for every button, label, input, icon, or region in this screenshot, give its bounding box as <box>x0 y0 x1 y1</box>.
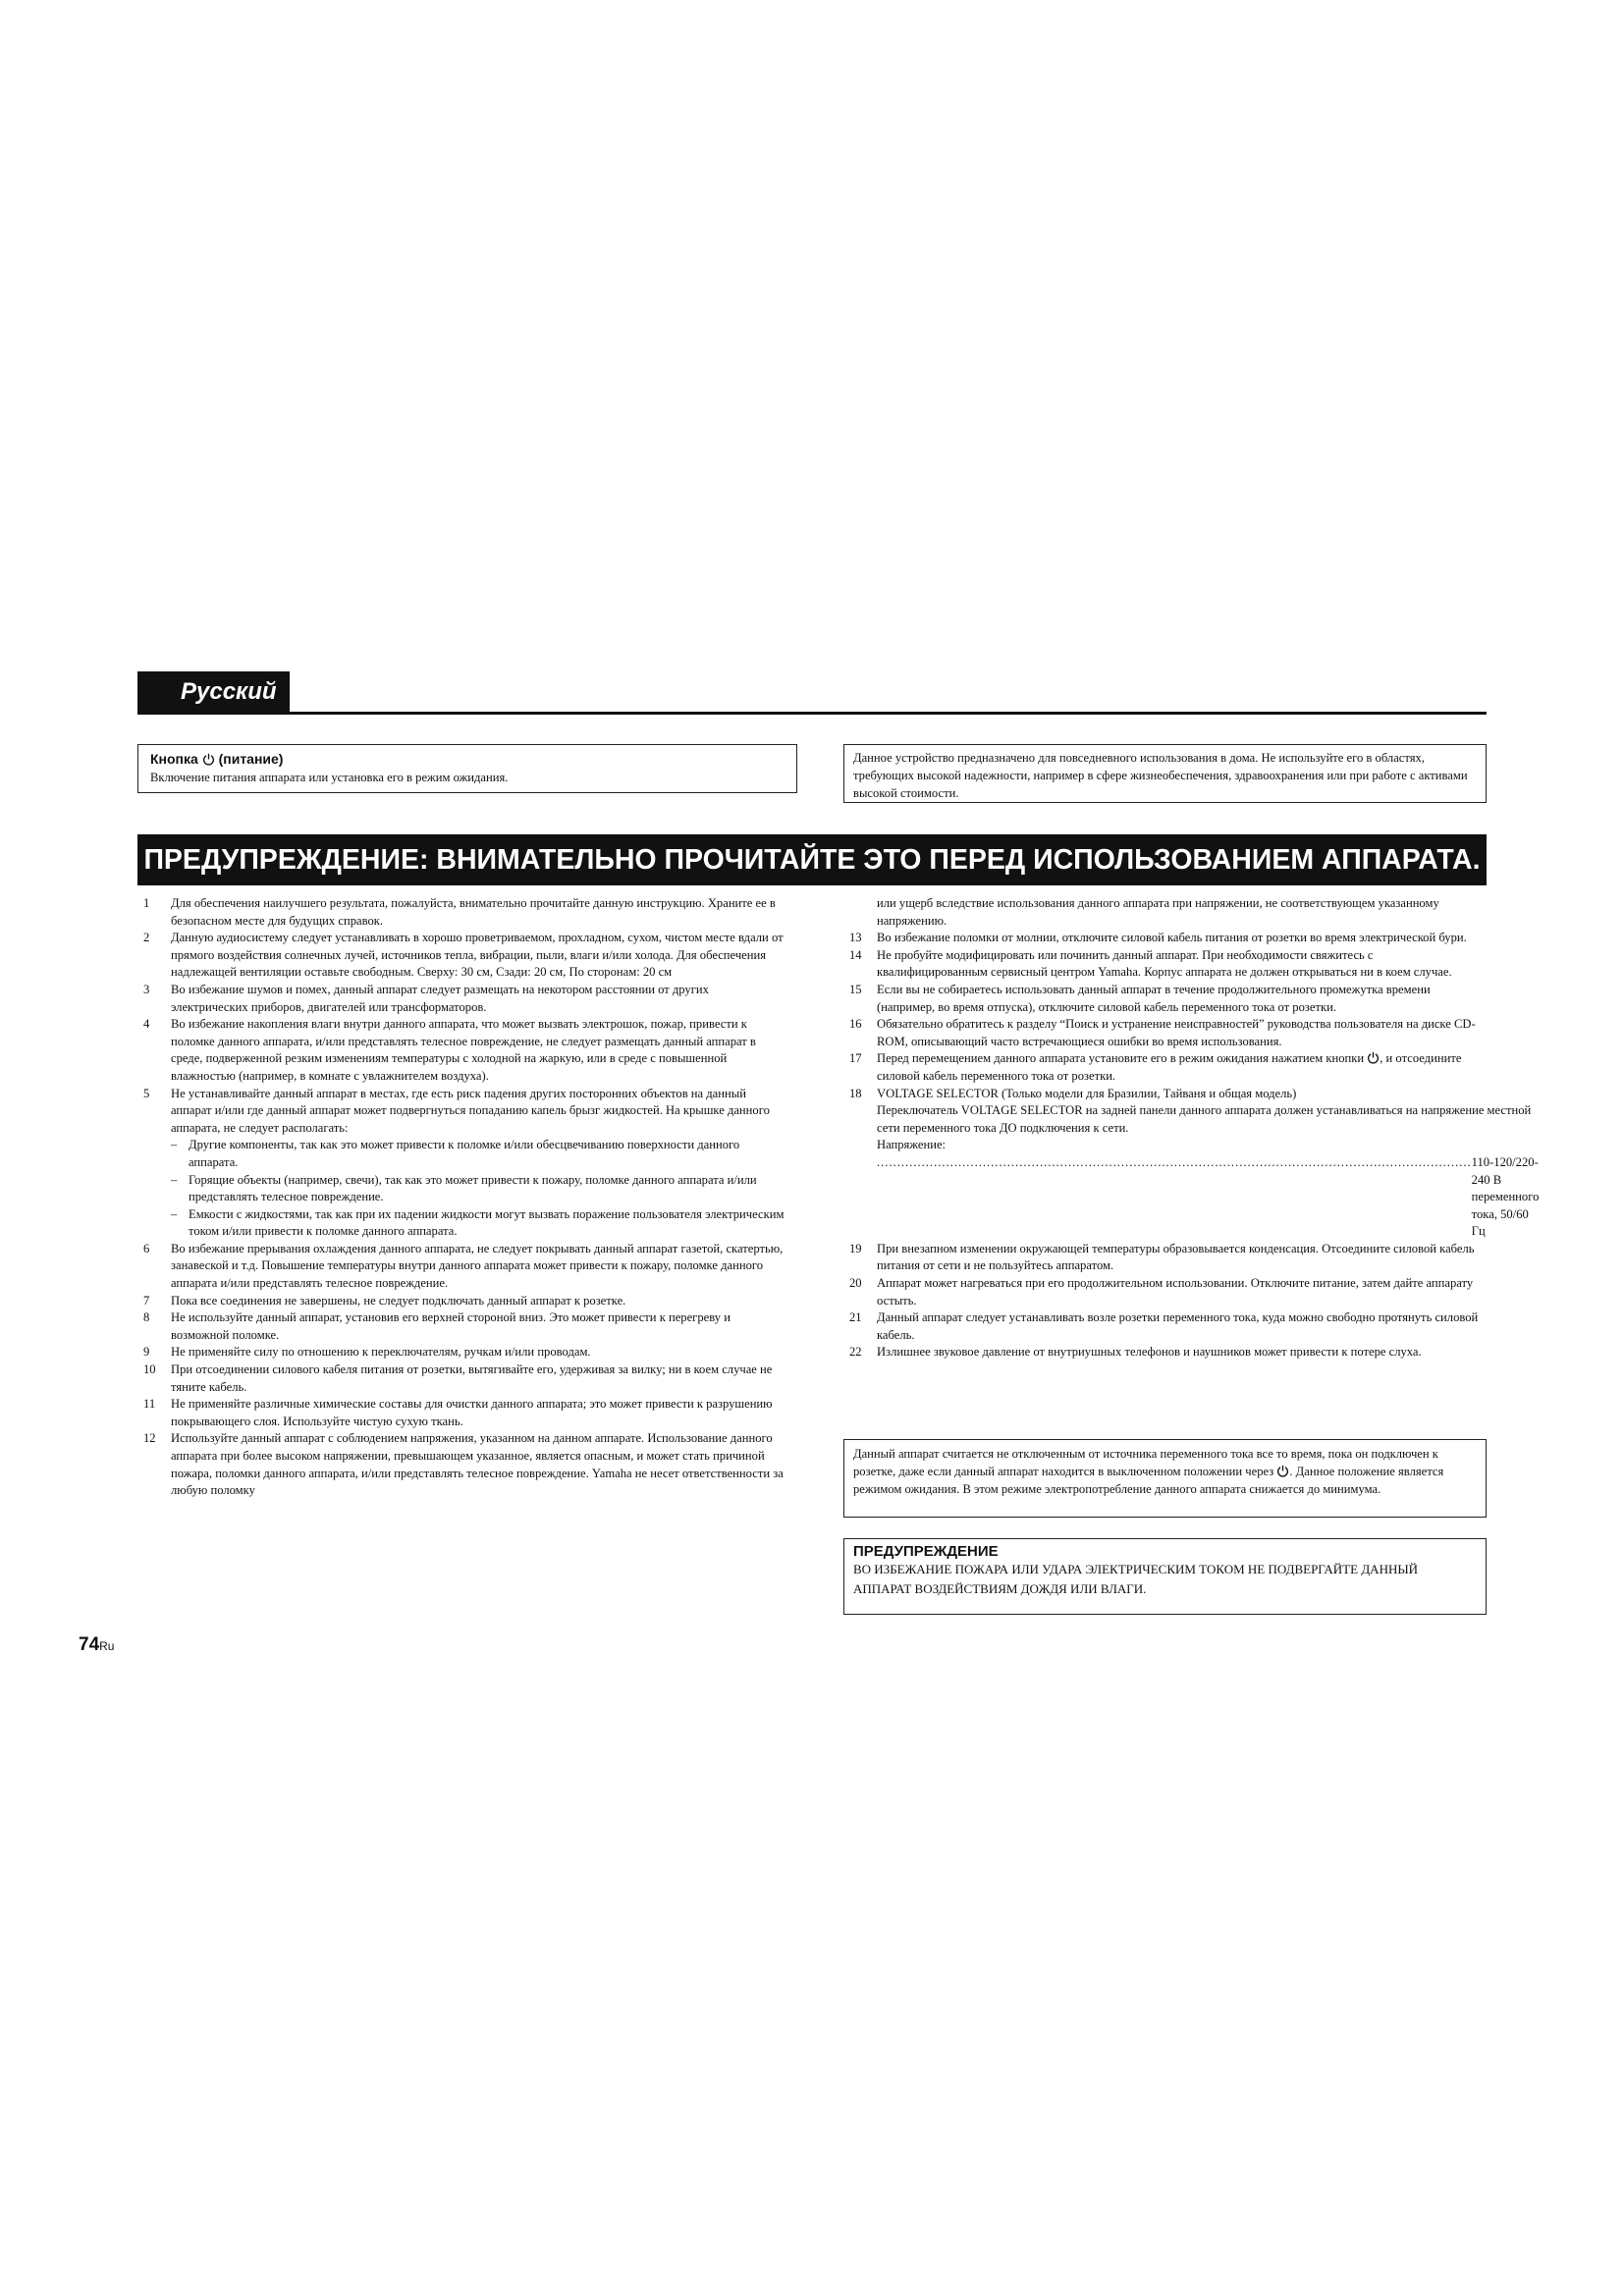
dot-leader: .................................................................................................................................................. <box>877 1154 1472 1169</box>
power-button-box <box>137 744 797 793</box>
standby-notice <box>843 1439 1487 1518</box>
list-item <box>843 947 1487 982</box>
power-button-title-suffix: (питание) <box>218 751 284 767</box>
item-number: 5 <box>143 1086 150 1100</box>
sub-item <box>171 1206 785 1241</box>
item-number: 22 <box>849 1345 862 1360</box>
voltage-line <box>877 1154 1539 1241</box>
item-text: Излишнее звуковое давление от внутриушных телефонов и наушников может привести к потере слуха. <box>877 1345 1422 1360</box>
item-text: Пока все соединения не завершены, не следует подключать данный аппарат к розетке. <box>171 1293 626 1308</box>
item-number: 13 <box>849 931 862 945</box>
power-icon <box>1276 1465 1289 1477</box>
standby-text-part: . Данное положение является режимом ожидания. В этом режиме электропотребление данного аппарата снижается до минимума. <box>853 1465 1444 1496</box>
item-text: Для обеспечения наилучшего результата, пожалуйста, внимательно прочитайте данную инструкцию. Храните ее в безопасном месте для будущих справок. <box>171 896 776 928</box>
list-item <box>137 1086 785 1138</box>
power-button-title <box>150 751 785 767</box>
item-number: 18 <box>849 1086 862 1100</box>
list-item <box>137 1241 785 1293</box>
list-item <box>843 1275 1487 1309</box>
item-text: Во избежание поломки от молнии, отключите силовой кабель питания от розетки во время электрической бури. <box>877 931 1467 945</box>
language-divider <box>137 712 1487 715</box>
page-number-value: 74 <box>79 1634 100 1655</box>
item-text: Во избежание шумов и помех, данный аппарат следует размещать на некотором расстоянии от других электрических приборов, двигателей или трансформаторов. <box>171 982 709 1014</box>
item-text: Данную аудиосистему следует устанавливать в хорошо проветриваемом, прохладном, сухом, чистом месте вдали от прямого воздействия солнечных лучей, источников тепла, вибрации, пыли, влаги и/или холода. Для обеспечения надлежащей вентиляции оставьте свободным. Сверху: 30 см, Сзади: 20 см, По сторонам: 20 см <box>171 931 784 980</box>
page-number-suffix: Ru <box>99 1639 115 1653</box>
standby-text-part: Данный аппарат считается не отключенным от источника переменного тока все то время, пока он подключен к розетке, даже если данный аппарат находится в выключенном положении через <box>853 1447 1438 1478</box>
power-icon <box>1367 1051 1380 1064</box>
list-item <box>137 1016 785 1085</box>
power-button-title-prefix: Кнопка <box>150 751 198 767</box>
item-text: Не применяйте силу по отношению к переключателям, ручкам и/или проводам. <box>171 1345 591 1360</box>
list-item <box>843 1344 1487 1362</box>
rain-warning-box <box>843 1538 1487 1615</box>
sub-item <box>171 1172 785 1206</box>
item-number: 17 <box>849 1051 862 1066</box>
item-text <box>877 1086 1539 1241</box>
item-text: Во избежание прерывания охлаждения данного аппарата, не следует покрывать данный аппарат газетой, скатертью, занавеской и т.д. Повышение температуры внутри данного аппарата может привести к пожару, поломке данного аппарата и/или представлять телесное повреждение. <box>171 1241 784 1291</box>
item-text: При внезапном изменении окружающей температуры образовывается конденсация. Отсоедините силовой кабель питания от сети и не пользуйтесь аппаратом. <box>877 1241 1475 1273</box>
item-number: 21 <box>849 1310 862 1325</box>
item-number: 8 <box>143 1310 150 1325</box>
dash-marker: – <box>171 1172 178 1187</box>
item-text <box>877 1050 1487 1085</box>
list-item <box>137 1430 785 1499</box>
list-item <box>137 1293 785 1310</box>
sub-item-text: Горящие объекты (например, свечи), так как это может привести к пожару, поломке данного аппарата и/или представлять телесное повреждение. <box>189 1172 757 1204</box>
list-item <box>843 1016 1487 1050</box>
page-number <box>79 1634 114 1656</box>
home-use-notice: Данное устройство предназначено для повседневного использования в дома. Не используйте его в областях, требующих высокой надежности, например в сфере жизнеобеспечения, здравоохранения или при работе с активами высокой стоимости. <box>843 744 1487 803</box>
list-item <box>843 1241 1487 1275</box>
item-number: 14 <box>849 947 862 962</box>
sub-item-text: Другие компоненты, так как это может привести к поломке и/или обесцвечиванию поверхности данного аппарата. <box>189 1138 740 1169</box>
list-item <box>137 982 785 1016</box>
item-text: Данный аппарат следует устанавливать возле розетки переменного тока, куда можно свободно протянуть силовой кабель. <box>877 1310 1479 1342</box>
item-text: Если вы не собираетесь использовать данный аппарат в течение продолжительного промежутка времени (например, во время отпуска), отключите силовой кабель переменного тока от розетки. <box>877 982 1431 1014</box>
item-text: Не применяйте различные химические составы для очистки данного аппарата; это может привести к разрушению покрывающего слоя. Используйте чистую сухую ткань. <box>171 1397 773 1428</box>
list-item <box>137 1309 785 1344</box>
item-text: Не пробуйте модифицировать или починить данный аппарат. При необходимости свяжитесь с квалифицированным сервисный центром Yamaha. Корпус аппарата не должен открываться ни в коем случае. <box>877 947 1452 980</box>
item-number: 15 <box>849 982 862 996</box>
power-button-description: Включение питания аппарата или установка его в режим ожидания. <box>150 771 509 784</box>
list-item <box>843 982 1487 1016</box>
item-text: Во избежание накопления влаги внутри данного аппарата, что может вызвать электрошок, пожар, привести к поломке данного аппарата, и/или представлять телесное повреждение, не следует размещать данный аппарат в среде, подверженной резким изменениям температуры с холодной на жаркую, или в среде с повышенной влажностью (например, в комнате с увлажнителем воздуха). <box>171 1017 756 1083</box>
item-number: 4 <box>143 1017 150 1032</box>
item-text: Используйте данный аппарат с соблюдением напряжения, указанном на данном аппарате. Использование данного аппарата при более высоком напряжении, превышающем указанное, является опасным, и может стать причиной пожара, поломки данного аппарата, и/или представлять телесное повреждение. Yamaha не несет ответственности за любую поломку <box>171 1431 784 1498</box>
item-text: Обязательно обратитесь к разделу “Поиск и устранение неисправностей” руководства пользователя на диске CD-ROM, описывающий часто встречающиеся ошибки во время использования. <box>877 1017 1476 1048</box>
list-item <box>137 895 785 930</box>
voltage-selector-heading: VOLTAGE SELECTOR (Только модели для Бразилии, Тайваня и общая модель) <box>877 1086 1297 1100</box>
precautions-left-column <box>137 895 785 1500</box>
item-number: 10 <box>143 1362 156 1377</box>
item-text: Не используйте данный аппарат, установив его верхней стороной вниз. Это может привести к перегреву и возможной поломке. <box>171 1310 731 1342</box>
power-icon <box>202 753 215 766</box>
item-number: 7 <box>143 1293 150 1308</box>
sub-item <box>171 1137 785 1171</box>
precautions-right-column <box>843 895 1540 1362</box>
warning-banner: ПРЕДУПРЕЖДЕНИЕ: ВНИМАТЕЛЬНО ПРОЧИТАЙТЕ ЭТО ПЕРЕД ИСПОЛЬЗОВАНИЕМ АППАРАТА. <box>137 834 1487 885</box>
dash-marker: – <box>171 1138 178 1152</box>
rain-warning-text: ВО ИЗБЕЖАНИЕ ПОЖАРА ИЛИ УДАРА ЭЛЕКТРИЧЕСКИМ ТОКОМ НЕ ПОДВЕРГАЙТЕ ДАННЫЙ АППАРАТ ВОЗДЕЙСТВИЯМ ДОЖДЯ ИЛИ ВЛАГИ. <box>853 1562 1419 1596</box>
item-text: Аппарат может нагреваться при его продолжительном использовании. Отключите питание, затем дайте аппарату остыть. <box>877 1276 1474 1308</box>
list-item <box>843 1309 1487 1344</box>
item-number: 3 <box>143 982 150 996</box>
item-text: Не устанавливайте данный аппарат в местах, где есть риск падения других посторонних объектов на данный аппарат и/или где данный аппарат может подвергнуться попаданию капель брызг жидкостей. На крышке данного аппарата, не следует располагать: <box>171 1086 770 1135</box>
voltage-value: 110-120/220-240 В переменного тока, 50/60 Гц <box>1471 1154 1540 1239</box>
item-number: 20 <box>849 1276 862 1291</box>
voltage-selector-text: Переключатель VOLTAGE SELECTOR на задней панели данного аппарата должен устанавливаться на напряжение местной сети переменного тока ДО подключения к сети. <box>877 1103 1532 1135</box>
item-number: 9 <box>143 1345 150 1360</box>
list-item <box>137 1362 785 1396</box>
item-text-part: , и отсоедините силовой кабель переменного тока от розетки. <box>877 1051 1462 1083</box>
sub-item-text: Емкости с жидкостями, так как при их падении жидкости могут вызвать поражение пользователя электрическим током и/или привести к поломке данного аппарата. <box>189 1206 785 1239</box>
item-text: При отсоединении силового кабеля питания от розетки, вытягивайте его, удерживая за вилку; ни в коем случае не тяните кабель. <box>171 1362 773 1394</box>
list-item <box>843 930 1487 947</box>
item-number: 2 <box>143 931 150 945</box>
item-number: 12 <box>143 1431 156 1446</box>
rain-warning-title: ПРЕДУПРЕЖДЕНИЕ <box>853 1543 999 1560</box>
item-text-part: Перед перемещением данного аппарата установите его в режим ожидания нажатием кнопки <box>877 1051 1365 1066</box>
dash-marker: – <box>171 1206 178 1221</box>
item-number: 16 <box>849 1017 862 1032</box>
item-number: 11 <box>143 1397 156 1412</box>
list-item <box>843 1086 1540 1241</box>
list-item <box>137 1396 785 1430</box>
item-continuation: или ущерб вследствие использования данного аппарата при напряжении, не соответствующем указанному напряжению. <box>877 896 1439 928</box>
item-number: 1 <box>143 896 150 910</box>
language-tab: Русский <box>137 671 290 713</box>
item-number: 6 <box>143 1241 150 1255</box>
item-number: 19 <box>849 1241 862 1255</box>
list-item <box>137 1344 785 1362</box>
list-item <box>843 1050 1487 1085</box>
list-item <box>137 930 785 982</box>
voltage-label: Напряжение: <box>877 1138 947 1152</box>
